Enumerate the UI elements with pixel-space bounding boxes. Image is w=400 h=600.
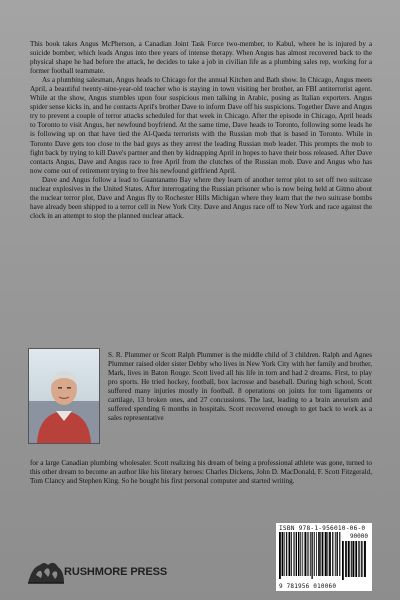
price-barcode [342, 541, 368, 583]
barcode-bar [358, 541, 359, 577]
barcode-bar [332, 532, 333, 576]
barcode-bar [361, 541, 362, 577]
author-bio: S. R. Plummer or Scott Ralph Plummer is the middle child of 3 children. Ralph and Agnes Plummer raised older sister Debby who lives in New York City with her family and brother, Mark, lives in Baton Rouge. Scott lived all his life in torn and had 2 dreams. First, to play pro sports. He tried hockey, football, box lacrosse and baseball. During high school, Scott suffered many injuries mostly in football. 8 operations on joints for torn ligaments or cartilage, 13 broken ones, and 27 concussions. The last, leading to a brain aneurism and suffered spending 6 months in hospitals. Scott recovered enough to get back to work as a sales representative [108, 351, 372, 423]
barcode-bar [286, 532, 287, 576]
barcode-bar [355, 541, 357, 577]
barcode-bar [284, 532, 285, 576]
barcode-bar [279, 532, 281, 579]
barcode-bar [298, 532, 299, 576]
barcode-bar [282, 532, 284, 576]
barcode-bar [339, 532, 340, 576]
barcode-bar [335, 532, 336, 576]
barcode-bar [318, 532, 320, 576]
barcode-bar [293, 532, 294, 576]
barcode-bar [329, 532, 331, 576]
barcode-bar [291, 532, 292, 576]
isbn-barcode-panel [276, 523, 372, 591]
publisher-name: RUSHMORE PRESS [64, 566, 168, 578]
book-synopsis [30, 40, 372, 221]
price-code-label: 90000 [349, 533, 368, 540]
barcode-bar [314, 532, 315, 576]
barcode-bar [364, 541, 366, 577]
synopsis-paragraph: As a plumbing salesman, Angus heads to Chicago for the annual Kitchen and Bath show. In Chicago, Angus meets April, a beautiful twenty-nine-year-old teacher who is staying in town visiting her brother, an FBI antiterrorist agent. While at the show, Angus stumbles upon four suspicious men talking in Arabic, posing as Italian exporters. Angus spider sense kicks in, and he contacts April's brother Dave to inform Dave off his suspicions. Together Dave and Angus try to prevent a couple of terror attacks scheduled for that week in Chicago. After the episode in Chicago, April heads to Toronto to visit Angus, her newfound boyfriend. At the same time, Dave heads to Toronto, following some leads he is following up on that have tied the Al-Qaeda terrorists with the Russian mob that is based in Toronto. While in Toronto Dave gets too close to the bad guys as they arrest the leading Russian mob leader. This prompts the mob to fight back by trying to kill Dave's partner and then by kidnapping April in hopes to have their boss released. After Dave contacts Angus, Dave and Angus race to free April from the clutches of the Russian mob. Dave and Angus who has now come out of retirement trying to free his newfound girlfriend April. [30, 76, 372, 175]
ean-barcode [279, 532, 341, 582]
barcode-bar [327, 532, 328, 576]
barcode-bar [348, 541, 350, 577]
synopsis-paragraph: This book takes Angus McPherson, a Canadian Joint Task Force two-member, to Kabul, where he is injured by a suicide bomber, which leads Angus into thee years of intense therapy. When Angus has almost recovered back to the physical shape he had before the attack, he decides to take a job in civilian life as a plumbing sales rep, working for a former football teammate. [30, 40, 372, 76]
barcode-bar [311, 532, 312, 579]
rushmore-mountain-icon [26, 557, 66, 585]
ean-digits: 9 781956 010060 [279, 583, 337, 590]
author-photo [28, 348, 100, 444]
barcode-bar [337, 532, 338, 576]
isbn-label: ISBN 978-1-956010-06-0 [279, 525, 366, 532]
barcode-bar [322, 532, 323, 576]
barcode-bar [324, 532, 325, 576]
synopsis-paragraph: Dave and Angus follow a lead to Guantanamo Bay where they learn of another terror plot to set off two suitcase nuclear explosives in the United States. After interrogating the Russian prisoner who is now being held at Gitmo about the nuclear terror plot, Dave and Angus fly to Rochester Hills Michigan where they learn that the two suitcase bombs have already been shipped to a terror cell in New York City. Dave and Angus race off to New York and race against the clock in an attempt to stop the planned nuclear attack. [30, 175, 372, 220]
barcode-bar [304, 532, 306, 576]
barcode-bar [352, 541, 354, 577]
barcode-bar [362, 541, 363, 577]
barcode-bar [316, 532, 317, 576]
barcode-bar [351, 541, 352, 577]
barcode-bar [289, 532, 291, 576]
barcode-bar [320, 532, 321, 576]
barcode-bar [310, 532, 311, 576]
publisher-logo [26, 557, 168, 585]
barcode-bar [296, 532, 297, 576]
barcode-bar [302, 532, 303, 576]
barcode-bar [345, 541, 347, 577]
barcode-bar [300, 532, 301, 576]
barcode-bar [325, 532, 327, 576]
author-bio-continued: for a large Canadian plumbing wholesaler. Scott realizing his dream of being a professional athlete was gone, turned to this other dream to become an author like his literary heroes: Charles Dickens, John D. MacDonald, F. Scott Fitzgerald, Tom Clancy and Stephen King. So he bought his first personal computer and started writing. [30, 459, 372, 486]
barcode-bar [342, 541, 344, 580]
barcode-bar [307, 532, 308, 576]
